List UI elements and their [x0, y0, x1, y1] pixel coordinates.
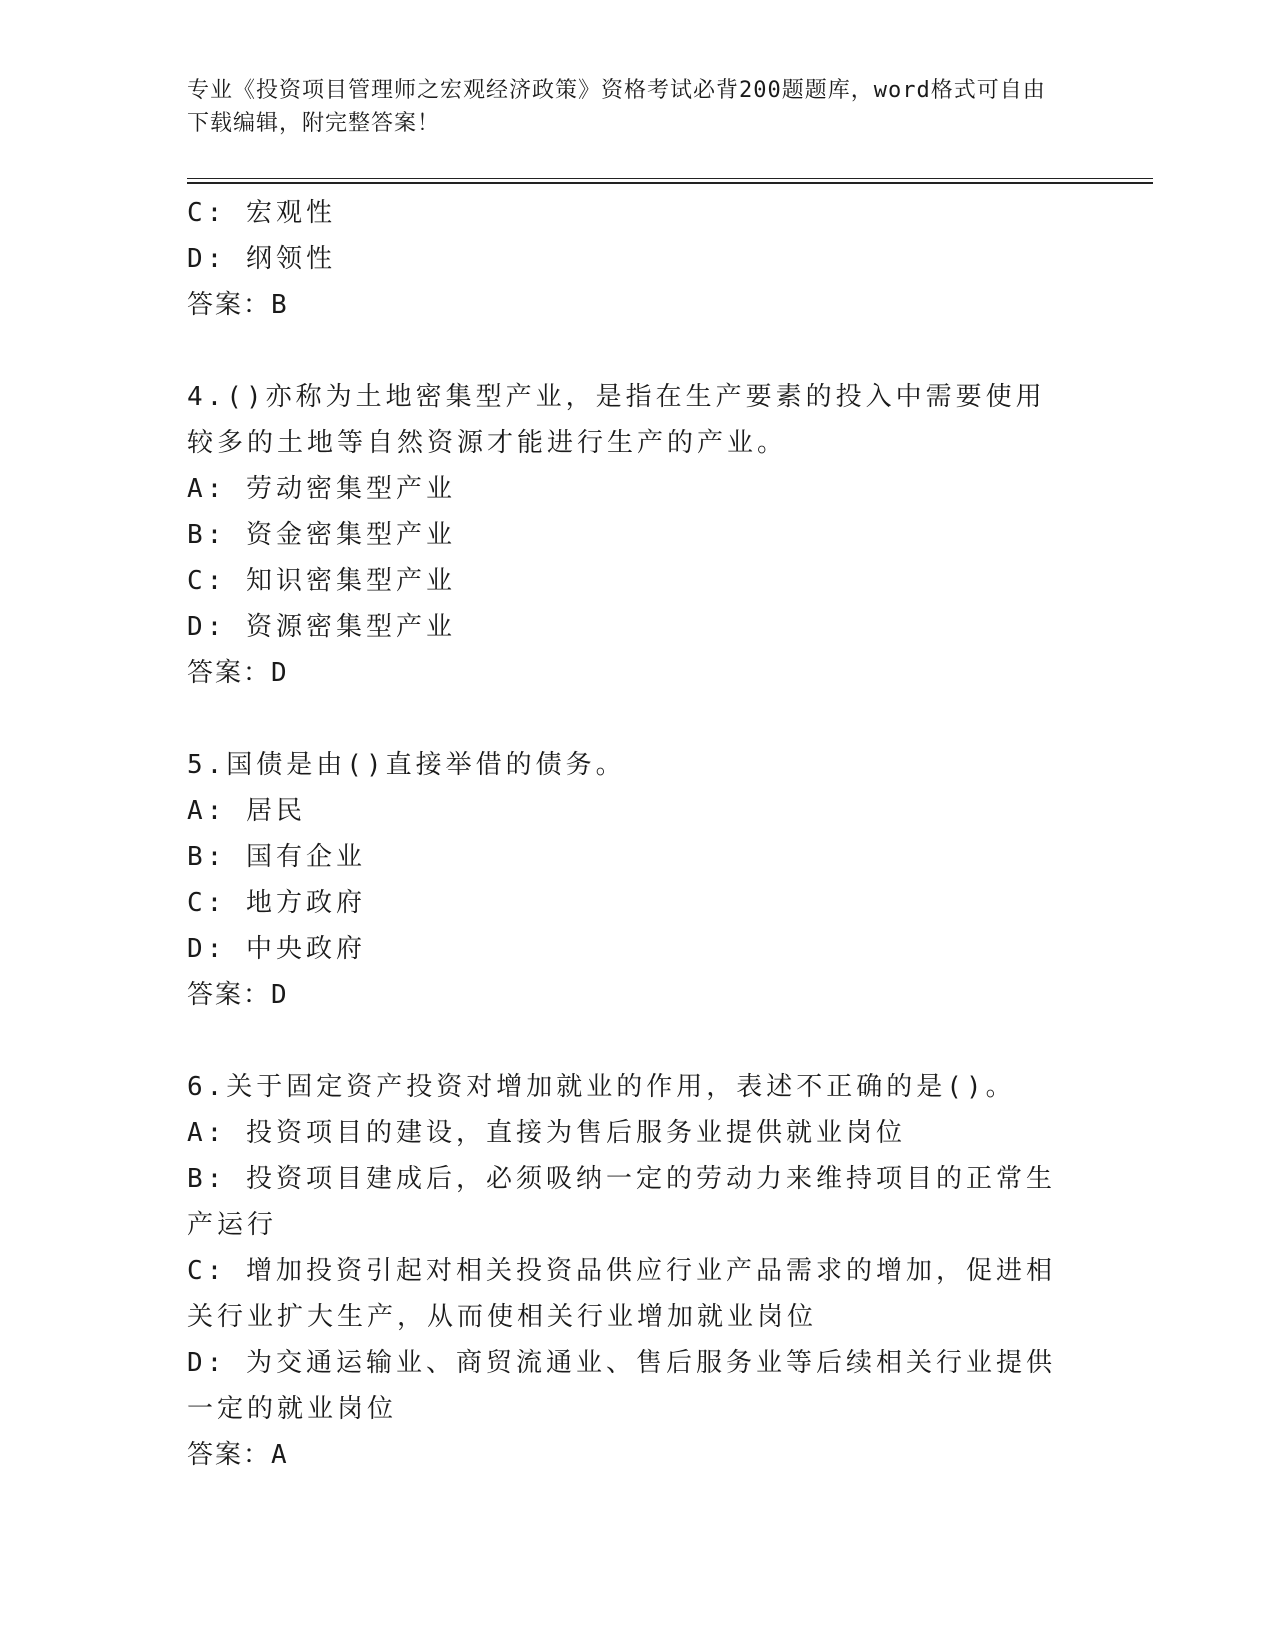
option-text: 增加投资引起对相关投资品供应行业产品需求的增加，促进相关行业扩大生产，从而使相关行业增加就业岗位 — [187, 1256, 1056, 1332]
option-d — [187, 604, 1067, 650]
option-d — [187, 926, 1067, 972]
question-stem: 5.国债是由()直接举借的债务。 — [187, 750, 626, 780]
option-text: 中央政府 — [245, 934, 366, 964]
option-text: 投资项目的建设，直接为售后服务业提供就业岗位 — [245, 1118, 906, 1148]
answer-line: 答案：D — [187, 658, 289, 688]
option-d — [187, 236, 1067, 282]
question-6 — [187, 1064, 1067, 1478]
option-text: 投资项目建成后，必须吸纳一定的劳动力来维持项目的正常生产运行 — [187, 1164, 1056, 1240]
option-label: A: — [187, 1118, 227, 1148]
option-label: D: — [187, 1348, 227, 1378]
option-c — [187, 190, 1067, 236]
option-label: C: — [187, 888, 227, 918]
spacer — [187, 1018, 1067, 1064]
option-label: B: — [187, 1164, 227, 1194]
option-label: C: — [187, 566, 227, 596]
option-text: 劳动密集型产业 — [245, 474, 456, 504]
option-c — [187, 1248, 1067, 1340]
option-text: 纲领性 — [245, 244, 336, 274]
question-3-tail — [187, 190, 1067, 328]
option-label: D: — [187, 244, 227, 274]
document-header: 专业《投资项目管理师之宏观经济政策》资格考试必背200题题库，word格式可自由下载编辑，附完整答案！ — [187, 78, 1046, 136]
question-list — [187, 190, 1067, 1478]
option-b — [187, 512, 1067, 558]
option-text: 居民 — [245, 796, 306, 826]
answer-line: 答案：A — [187, 1440, 289, 1470]
question-5 — [187, 742, 1067, 1018]
option-a — [187, 1110, 1067, 1156]
option-a — [187, 788, 1067, 834]
option-text: 知识密集型产业 — [245, 566, 456, 596]
option-text: 宏观性 — [245, 198, 336, 228]
option-c — [187, 558, 1067, 604]
option-label: B: — [187, 520, 227, 550]
option-text: 地方政府 — [245, 888, 366, 918]
question-4 — [187, 374, 1067, 696]
option-label: C: — [187, 198, 227, 228]
question-stem: 4.()亦称为土地密集型产业，是指在生产要素的投入中需要使用较多的土地等自然资源才能进行生产的产业。 — [187, 382, 1046, 458]
spacer — [187, 328, 1067, 374]
option-label: A: — [187, 474, 227, 504]
option-b — [187, 1156, 1067, 1248]
option-label: C: — [187, 1256, 227, 1286]
option-text: 资源密集型产业 — [245, 612, 456, 642]
option-d — [187, 1340, 1067, 1432]
option-text: 国有企业 — [245, 842, 366, 872]
header-divider — [187, 178, 1153, 184]
option-text: 为交通运输业、商贸流通业、售后服务业等后续相关行业提供一定的就业岗位 — [187, 1348, 1056, 1424]
spacer — [187, 696, 1067, 742]
question-stem: 6.关于固定资产投资对增加就业的作用，表述不正确的是()。 — [187, 1072, 1016, 1102]
option-label: D: — [187, 934, 227, 964]
option-label: B: — [187, 842, 227, 872]
option-label: A: — [187, 796, 227, 826]
option-text: 资金密集型产业 — [245, 520, 456, 550]
option-c — [187, 880, 1067, 926]
answer-line: 答案：D — [187, 980, 289, 1010]
option-a — [187, 466, 1067, 512]
option-b — [187, 834, 1067, 880]
answer-line: 答案：B — [187, 290, 289, 320]
option-label: D: — [187, 612, 227, 642]
